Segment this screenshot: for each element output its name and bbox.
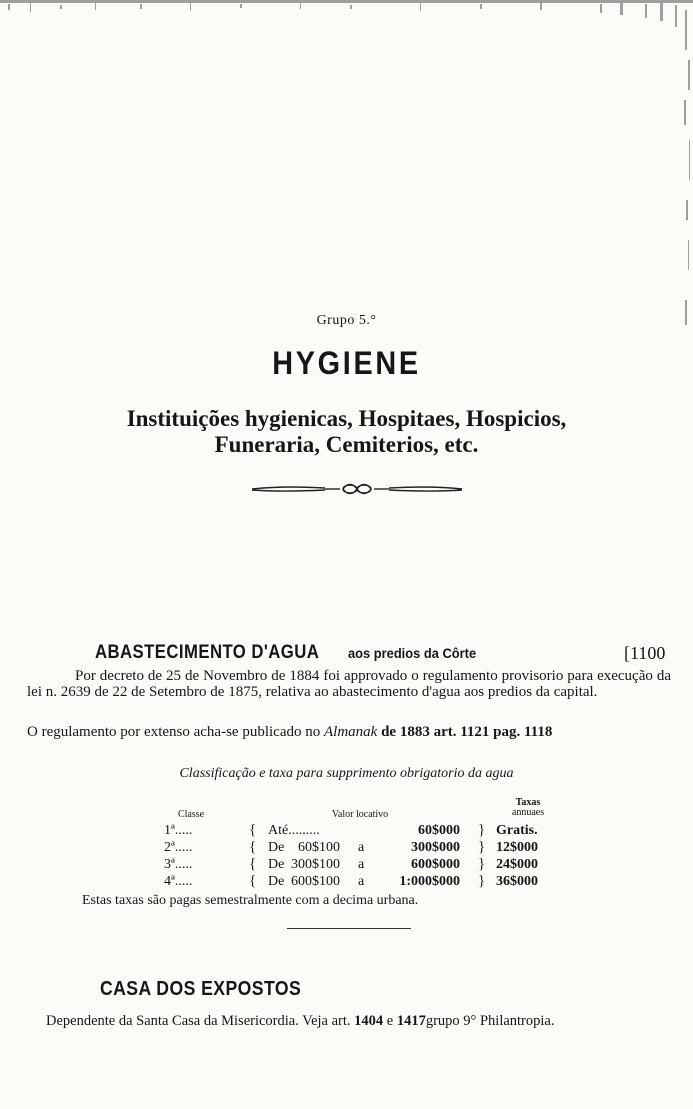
table-caption: Classificação e taxa para supprimento obrigatorio da agua <box>179 766 514 781</box>
row-value-to: 600$000 <box>411 857 460 872</box>
almanak-reference: Almanak <box>323 724 378 740</box>
header-valor-locativo: Valor locativo <box>331 809 389 820</box>
header-classe: Classe <box>177 809 205 820</box>
brace-symbol: { <box>249 839 257 855</box>
section-heading: ABASTECIMENTO D'AGUA <box>95 642 320 663</box>
casa-expostos-text-end: grupo 9° Philantropia. <box>425 1013 555 1029</box>
row-classe: 1ª..... <box>164 823 193 838</box>
casa-expostos-text-mid: e <box>386 1013 394 1029</box>
header-taxas-sub: annuaes <box>511 807 545 818</box>
paragraph-regulamento-start: O regulamento por extenso acha-se publicado no <box>27 724 321 740</box>
row-value-to: 1:000$000 <box>399 874 460 889</box>
paragraph-decree: Por decreto de 25 de Novembro de 1884 foi approvado o regulamento provisorio para execução da lei n. 2639 de 22 de Setembro de 1875, relativa ao abastecimento d'agua aos predios da capital. <box>27 668 671 700</box>
subtitle-line-1: Instituições hygienicas, Hospitaes, Hospicios, <box>126 406 567 431</box>
row-taxa: Gratis. <box>496 823 538 838</box>
brace-symbol: } <box>478 873 486 889</box>
casa-expostos-text-start: Dependente da Santa Casa da Misericordia. Veja art. <box>46 1013 351 1029</box>
table-footnote: Estas taxas são pagas semestralmente com a decima urbana. <box>82 893 419 908</box>
page-edge-right <box>679 0 693 360</box>
section-abastecimento-header <box>0 642 693 664</box>
group-label: Grupo 5.° <box>316 313 377 328</box>
header-taxas-label: Taxas <box>515 797 541 808</box>
row-connector: a <box>358 874 365 889</box>
row-classe: 2ª..... <box>164 840 193 855</box>
row-value-from: 600$100 <box>291 874 340 889</box>
section-heading-rest: aos predios da Côrte <box>348 645 477 661</box>
row-connector: a <box>358 857 365 872</box>
paragraph-casa-expostos <box>46 1013 554 1030</box>
page-edge-speckle <box>0 0 693 60</box>
row-taxa: 12$000 <box>496 840 538 855</box>
brace-symbol: { <box>249 873 257 889</box>
brace-symbol: } <box>478 856 486 872</box>
page-title: HYGIENE <box>272 345 421 381</box>
row-value-to: 60$000 <box>418 823 460 838</box>
row-prefix: De <box>268 857 285 872</box>
paragraph-regulamento-end: de 1883 art. 1121 pag. 1118 <box>381 724 553 740</box>
row-value-from: 300$100 <box>291 857 340 872</box>
table-row <box>0 823 693 840</box>
table-row <box>0 857 693 874</box>
decorative-ornament <box>250 480 464 498</box>
section-number: [1100 <box>624 643 666 663</box>
header-taxas <box>498 798 558 818</box>
row-prefix: De <box>268 840 285 855</box>
section-casa-expostos-heading: CASA DOS EXPOSTOS <box>100 978 302 1000</box>
row-taxa: 24$000 <box>496 857 538 872</box>
row-classe: 3ª..... <box>164 857 193 872</box>
row-value-to: 300$000 <box>411 840 460 855</box>
brace-symbol: } <box>478 839 486 855</box>
brace-symbol: { <box>249 856 257 872</box>
water-tax-table <box>0 796 693 896</box>
row-connector: a <box>358 840 365 855</box>
row-prefix: De <box>268 874 285 889</box>
row-classe: 4ª..... <box>164 874 193 889</box>
table-row <box>0 840 693 857</box>
article-ref-2: 1417 <box>396 1013 426 1029</box>
article-ref-1: 1404 <box>354 1013 384 1029</box>
row-prefix: Até......... <box>268 823 320 838</box>
page-subtitle <box>30 406 663 458</box>
row-taxa: 36$000 <box>496 874 538 889</box>
subtitle-line-2: Funeraria, Cemiterios, etc. <box>214 432 479 457</box>
row-value-from: 60$100 <box>298 840 340 855</box>
brace-symbol: } <box>478 822 486 838</box>
paragraph-regulamento <box>27 724 671 740</box>
table-row <box>0 874 693 891</box>
section-divider <box>287 928 411 929</box>
brace-symbol: { <box>249 822 257 838</box>
